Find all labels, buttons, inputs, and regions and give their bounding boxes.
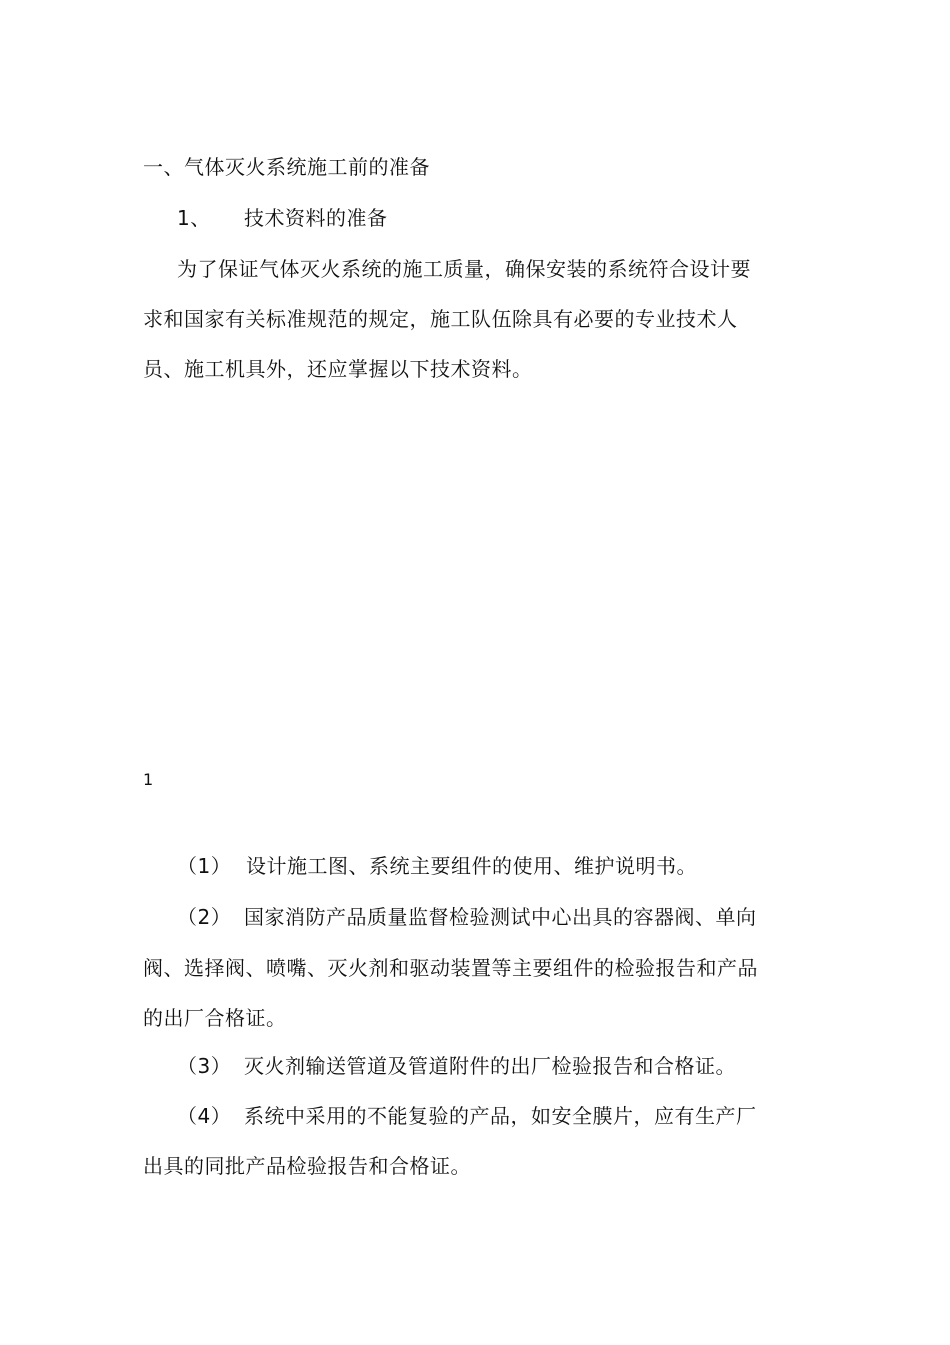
list-item-number: （1） [177,854,232,878]
list-item-number: （3） [177,1054,232,1078]
list-item-text: 系统中采用的不能复验的产品，如安全膜片，应有生产厂 [244,1104,757,1128]
list-item-text: 国家消防产品质量监督检验测试中心出具的容器阀、单向 [244,905,757,929]
list-item-text: 阀、选择阀、喷嘴、灭火剂和驱动装置等主要组件的检验报告和产品 [143,956,758,980]
subsection-number: 1、 [177,206,211,230]
list-item-text: 出具的同批产品检验报告和合格证。 [143,1154,471,1178]
list-item-text: 灭火剂输送管道及管道附件的出厂检验报告和合格证。 [244,1054,736,1078]
subsection-title: 技术资料的准备 [244,206,388,230]
list-item-number: （2） [177,905,232,929]
page-number: 1 [143,770,154,789]
intro-paragraph-line-1: 为了保证气体灭火系统的施工质量，确保安装的系统符合设计要 [177,257,751,281]
list-item-number: （4） [177,1104,232,1128]
intro-paragraph-line-3: 员、施工机具外，还应掌握以下技术资料。 [143,357,533,381]
intro-paragraph-line-2: 求和国家有关标准规范的规定，施工队伍除具有必要的专业技术人 [143,307,738,331]
list-item-text: 的出厂合格证。 [143,1006,287,1030]
list-item-text: 设计施工图、系统主要组件的使用、维护说明书。 [246,854,697,878]
section-heading: 一、气体灭火系统施工前的准备 [143,155,430,179]
